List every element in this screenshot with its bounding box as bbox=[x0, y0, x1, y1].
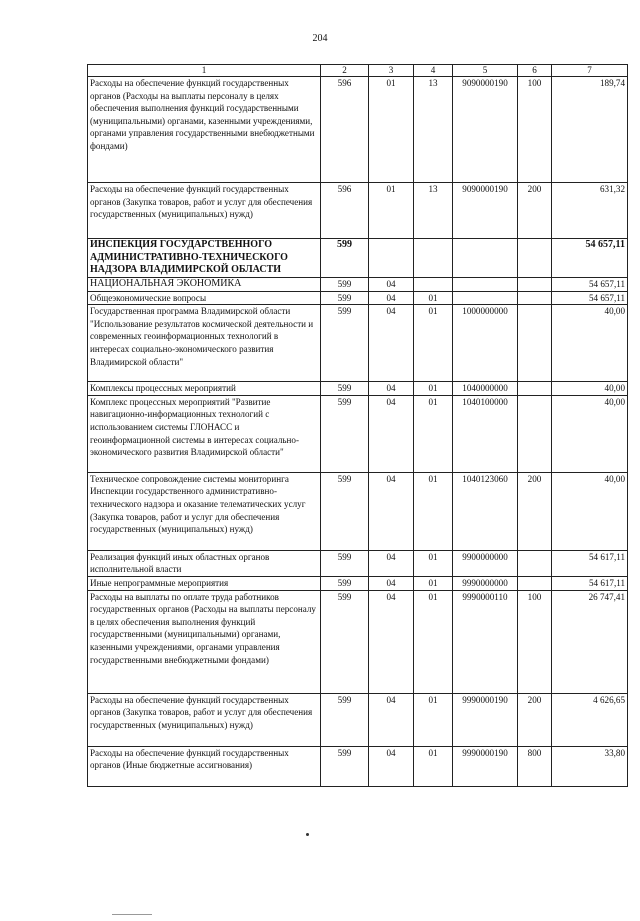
row-subsection-code: 13 bbox=[414, 77, 453, 183]
row-section-code: 04 bbox=[369, 278, 414, 292]
row-subsection-code: 01 bbox=[414, 382, 453, 396]
row-subsection-code: 01 bbox=[414, 550, 453, 576]
row-section-code: 04 bbox=[369, 576, 414, 590]
header-cell: 2 bbox=[321, 65, 369, 77]
header-cell: 5 bbox=[453, 65, 518, 77]
row-target-code: 9990000110 bbox=[453, 590, 518, 693]
row-ministry-code: 599 bbox=[321, 590, 369, 693]
row-amount: 54 617,11 bbox=[552, 576, 628, 590]
row-section-code: 04 bbox=[369, 746, 414, 786]
row-subsection-code: 13 bbox=[414, 183, 453, 239]
row-amount: 54 657,11 bbox=[552, 291, 628, 305]
row-description: НАЦИОНАЛЬНАЯ ЭКОНОМИКА bbox=[88, 278, 321, 292]
row-expense-type bbox=[518, 576, 552, 590]
row-subsection-code: 01 bbox=[414, 395, 453, 472]
budget-table bbox=[87, 64, 628, 787]
header-cell: 7 bbox=[552, 65, 628, 77]
row-section-code: 01 bbox=[369, 77, 414, 183]
row-description: Расходы на обеспечение функций государственных органов (Расходы на выплаты персоналу в целях обеспечения выполнения функций государственными (муниципальными) органами, казенными учреждениями, органами управления государственными внебюджетными фондами) bbox=[88, 77, 321, 183]
row-subsection-code: 01 bbox=[414, 590, 453, 693]
row-section-code: 01 bbox=[369, 183, 414, 239]
row-section-code: 04 bbox=[369, 550, 414, 576]
row-target-code: 9990000000 bbox=[453, 576, 518, 590]
scan-speck bbox=[306, 833, 309, 836]
row-expense-type: 200 bbox=[518, 693, 552, 746]
row-expense-type: 100 bbox=[518, 77, 552, 183]
row-section-code: 04 bbox=[369, 472, 414, 550]
row-description: Техническое сопровождение системы мониторинга Инспекции государственного административно-технического надзора и оказание телематических услуг (Закупка товаров, работ и услуг для обеспечения государственных (муниципальных) нужд) bbox=[88, 472, 321, 550]
row-description: Комплекс процессных мероприятий "Развитие навигационно-информационных технологий с использованием системы ГЛОНАСС и геоинформационной системы в интересах социально-экономического развития Владимирской области" bbox=[88, 395, 321, 472]
table-row bbox=[88, 305, 628, 382]
table-row bbox=[88, 693, 628, 746]
row-ministry-code: 599 bbox=[321, 550, 369, 576]
row-subsection-code: 01 bbox=[414, 291, 453, 305]
row-amount: 40,00 bbox=[552, 472, 628, 550]
row-target-code: 9990000190 bbox=[453, 746, 518, 786]
row-target-code: 9090000190 bbox=[453, 77, 518, 183]
row-description: ИНСПЕКЦИЯ ГОСУДАРСТВЕННОГО АДМИНИСТРАТИВНО-ТЕХНИЧЕСКОГО НАДЗОРА ВЛАДИМИРСКОЙ ОБЛАСТИ bbox=[88, 239, 321, 278]
row-target-code bbox=[453, 291, 518, 305]
row-ministry-code: 599 bbox=[321, 305, 369, 382]
row-expense-type bbox=[518, 239, 552, 278]
row-expense-type bbox=[518, 550, 552, 576]
row-ministry-code: 599 bbox=[321, 239, 369, 278]
table-row bbox=[88, 382, 628, 396]
row-expense-type: 200 bbox=[518, 472, 552, 550]
row-description: Реализация функций иных областных органов исполнительной власти bbox=[88, 550, 321, 576]
row-subsection-code: 01 bbox=[414, 693, 453, 746]
row-target-code: 9990000190 bbox=[453, 693, 518, 746]
row-ministry-code: 599 bbox=[321, 291, 369, 305]
row-amount: 26 747,41 bbox=[552, 590, 628, 693]
row-amount: 40,00 bbox=[552, 395, 628, 472]
row-amount: 33,80 bbox=[552, 746, 628, 786]
row-expense-type bbox=[518, 291, 552, 305]
row-ministry-code: 599 bbox=[321, 395, 369, 472]
header-cell: 3 bbox=[369, 65, 414, 77]
table-row bbox=[88, 183, 628, 239]
row-section-code bbox=[369, 239, 414, 278]
table-row bbox=[88, 278, 628, 292]
row-target-code: 1040123060 bbox=[453, 472, 518, 550]
row-description: Расходы на обеспечение функций государственных органов (Закупка товаров, работ и услуг для обеспечения государственных (муниципальных) нужд) bbox=[88, 693, 321, 746]
page-number: 204 bbox=[312, 33, 328, 44]
row-expense-type bbox=[518, 395, 552, 472]
row-target-code: 1040000000 bbox=[453, 382, 518, 396]
row-section-code: 04 bbox=[369, 291, 414, 305]
row-section-code: 04 bbox=[369, 693, 414, 746]
row-subsection-code bbox=[414, 278, 453, 292]
row-section-code: 04 bbox=[369, 305, 414, 382]
row-expense-type: 800 bbox=[518, 746, 552, 786]
table-row bbox=[88, 550, 628, 576]
row-target-code: 1040100000 bbox=[453, 395, 518, 472]
row-amount: 40,00 bbox=[552, 305, 628, 382]
header-cell: 1 bbox=[88, 65, 321, 77]
row-description: Расходы на выплаты по оплате труда работников государственных органов (Расходы на выплаты персоналу в целях обеспечения выполнения функций государственными (муниципальными) органами, казенными учреждениями, органами управления государственными внебюджетными фондами) bbox=[88, 590, 321, 693]
table-row bbox=[88, 472, 628, 550]
row-description: Иные непрограммные мероприятия bbox=[88, 576, 321, 590]
table-row bbox=[88, 746, 628, 786]
row-target-code: 1000000000 bbox=[453, 305, 518, 382]
row-section-code: 04 bbox=[369, 395, 414, 472]
row-ministry-code: 596 bbox=[321, 183, 369, 239]
row-amount: 54 617,11 bbox=[552, 550, 628, 576]
row-ministry-code: 599 bbox=[321, 746, 369, 786]
scan-edge-mark bbox=[112, 914, 152, 915]
row-ministry-code: 599 bbox=[321, 278, 369, 292]
row-subsection-code bbox=[414, 239, 453, 278]
header-cell: 6 bbox=[518, 65, 552, 77]
row-ministry-code: 599 bbox=[321, 472, 369, 550]
table-row bbox=[88, 239, 628, 278]
row-description: Расходы на обеспечение функций государственных органов (Закупка товаров, работ и услуг для обеспечения государственных (муниципальных) нужд) bbox=[88, 183, 321, 239]
row-description: Комплексы процессных мероприятий bbox=[88, 382, 321, 396]
row-expense-type bbox=[518, 305, 552, 382]
row-amount: 631,32 bbox=[552, 183, 628, 239]
row-amount: 54 657,11 bbox=[552, 278, 628, 292]
row-expense-type bbox=[518, 382, 552, 396]
row-subsection-code: 01 bbox=[414, 746, 453, 786]
table-row bbox=[88, 395, 628, 472]
table-header-row bbox=[88, 65, 628, 77]
row-section-code: 04 bbox=[369, 382, 414, 396]
row-ministry-code: 599 bbox=[321, 382, 369, 396]
row-ministry-code: 599 bbox=[321, 693, 369, 746]
row-expense-type bbox=[518, 278, 552, 292]
row-amount: 4 626,65 bbox=[552, 693, 628, 746]
row-section-code: 04 bbox=[369, 590, 414, 693]
row-amount: 40,00 bbox=[552, 382, 628, 396]
row-ministry-code: 599 bbox=[321, 576, 369, 590]
row-amount: 54 657,11 bbox=[552, 239, 628, 278]
row-target-code bbox=[453, 278, 518, 292]
row-ministry-code: 596 bbox=[321, 77, 369, 183]
table-row bbox=[88, 291, 628, 305]
header-cell: 4 bbox=[414, 65, 453, 77]
table-row bbox=[88, 576, 628, 590]
row-target-code: 9090000190 bbox=[453, 183, 518, 239]
row-description: Государственная программа Владимирской области "Использование результатов космической деятельности и современных геоинформационных технологий в интересах социально-экономического развития Владимирской области" bbox=[88, 305, 321, 382]
row-subsection-code: 01 bbox=[414, 472, 453, 550]
row-target-code: 9900000000 bbox=[453, 550, 518, 576]
row-expense-type: 200 bbox=[518, 183, 552, 239]
table-row bbox=[88, 77, 628, 183]
table-row bbox=[88, 590, 628, 693]
row-subsection-code: 01 bbox=[414, 576, 453, 590]
row-target-code bbox=[453, 239, 518, 278]
row-amount: 189,74 bbox=[552, 77, 628, 183]
row-description: Расходы на обеспечение функций государственных органов (Иные бюджетные ассигнования) bbox=[88, 746, 321, 786]
row-description: Общеэкономические вопросы bbox=[88, 291, 321, 305]
row-subsection-code: 01 bbox=[414, 305, 453, 382]
row-expense-type: 100 bbox=[518, 590, 552, 693]
